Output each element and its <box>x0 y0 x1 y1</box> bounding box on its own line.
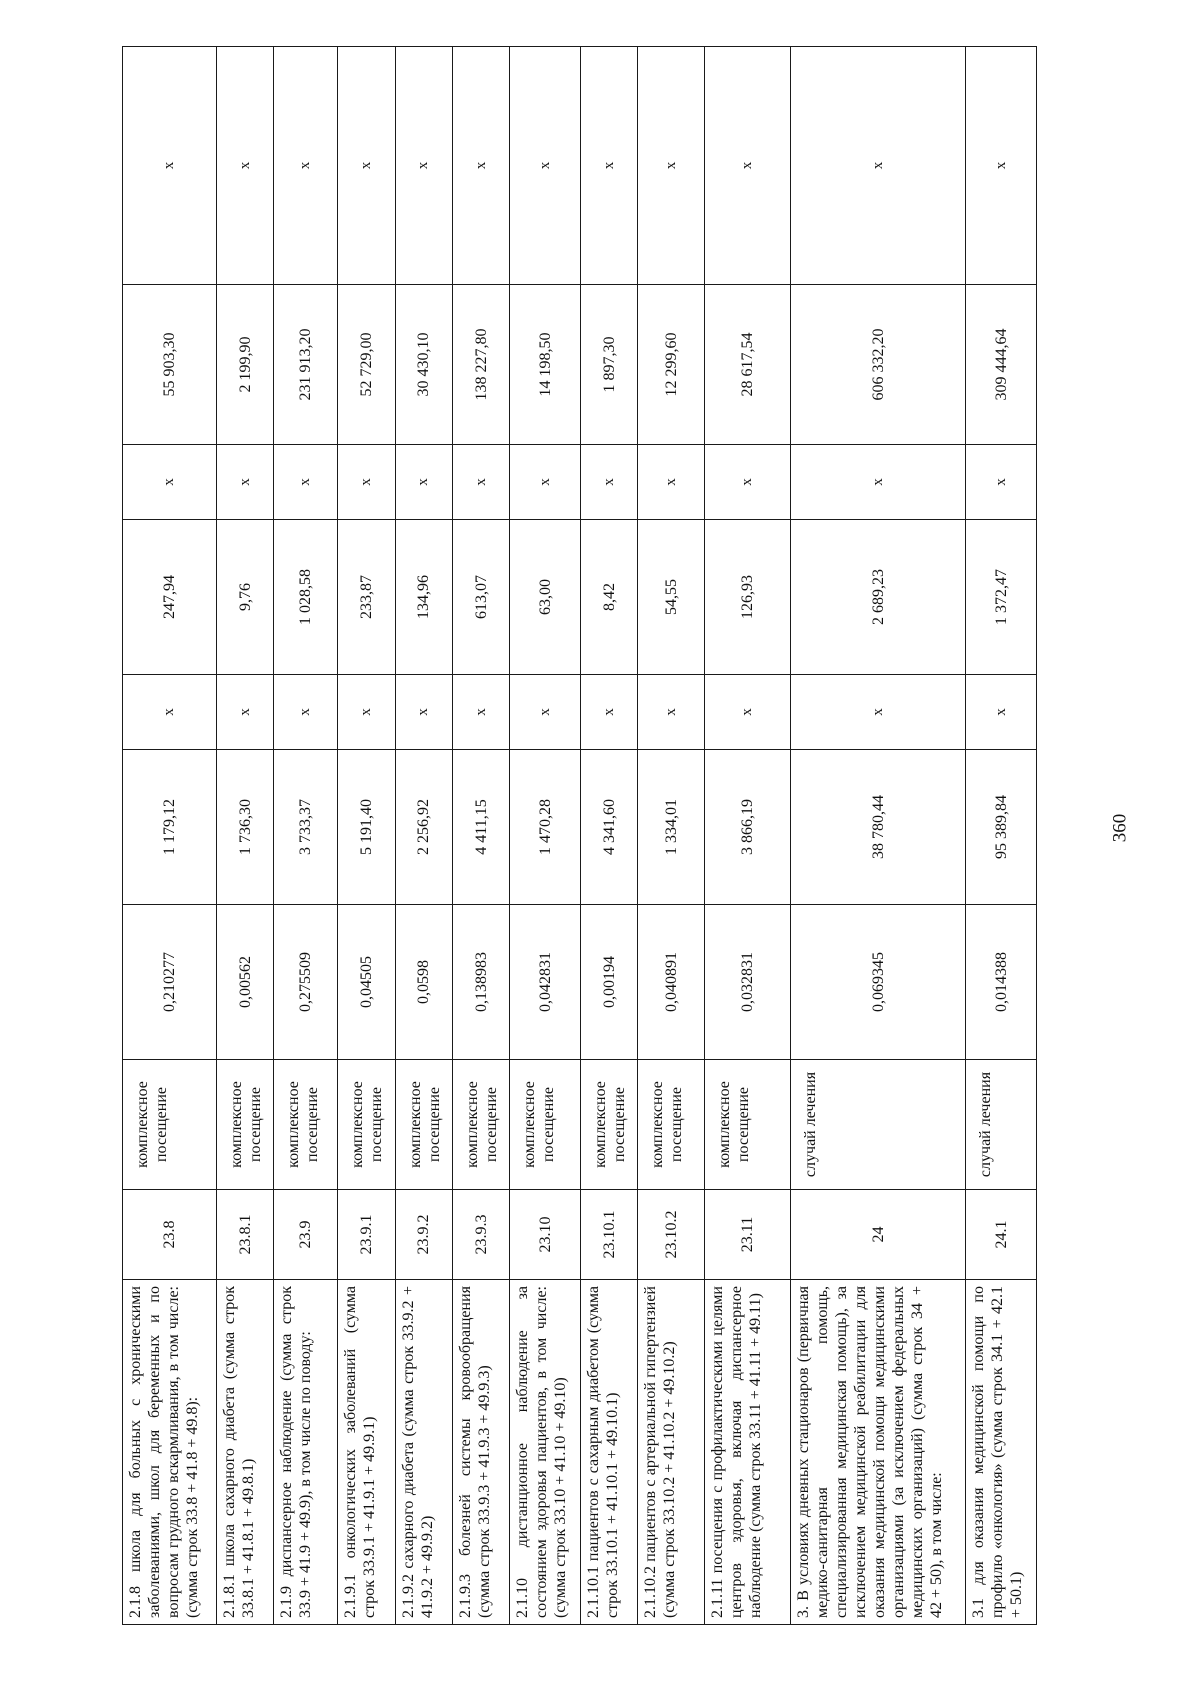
unit-cost: 4 411,15 <box>453 750 510 905</box>
row-number: 23.11 <box>704 1190 790 1280</box>
volume-norm: 0,0598 <box>395 905 452 1060</box>
cross-mark: х <box>453 47 510 285</box>
cross-mark: х <box>966 47 1037 285</box>
volume-norm: 0,00194 <box>581 905 638 1060</box>
row-description: 2.1.9 диспансерное наблюдение (сумма строк 33.9 + 41.9 + 49.9), в том числе по поводу: <box>274 1280 338 1625</box>
unit-cost: 5 191,40 <box>338 750 395 905</box>
table-row <box>453 47 510 1625</box>
cross-mark: х <box>274 47 338 285</box>
cross-mark: х <box>638 675 704 750</box>
cross-mark: х <box>274 445 338 520</box>
row-description: 2.1.11 посещения с профилактическими целями центров здоровья, включая диспансерное наблюдение (сумма строк 33.11 + 41.11 + 49.11) <box>704 1280 790 1625</box>
volume-norm: 0,275509 <box>274 905 338 1060</box>
unit-of-measure: комплексное посещение <box>704 1060 790 1190</box>
table-row <box>216 47 273 1625</box>
unit-of-measure: комплексное посещение <box>123 1060 217 1190</box>
per-capita-value: 54,55 <box>638 520 704 675</box>
cross-mark: х <box>216 47 273 285</box>
volume-norm: 0,014388 <box>966 905 1037 1060</box>
volume-norm: 0,032831 <box>704 905 790 1060</box>
row-number: 23.8.1 <box>216 1190 273 1280</box>
per-capita-value: 233,87 <box>338 520 395 675</box>
table-row <box>274 47 338 1625</box>
row-number: 24 <box>790 1190 966 1280</box>
cross-mark: х <box>790 47 966 285</box>
cross-mark: х <box>123 47 217 285</box>
total-value: 138 227,80 <box>453 285 510 445</box>
table-row <box>704 47 790 1625</box>
per-capita-value: 63,00 <box>510 520 581 675</box>
total-value: 55 903,30 <box>123 285 217 445</box>
total-value: 52 729,00 <box>338 285 395 445</box>
volume-norm: 0,040891 <box>638 905 704 1060</box>
cross-mark: х <box>216 445 273 520</box>
per-capita-value: 9,76 <box>216 520 273 675</box>
table-body <box>123 47 1037 1625</box>
unit-of-measure: комплексное посещение <box>510 1060 581 1190</box>
cross-mark: х <box>395 47 452 285</box>
unit-cost: 95 389,84 <box>966 750 1037 905</box>
unit-of-measure: комплексное посещение <box>216 1060 273 1190</box>
table-row <box>123 47 217 1625</box>
cross-mark: х <box>338 445 395 520</box>
row-description: 3. В условиях дневных стационаров (первичная медико-санитарная помощь, специализированная медицинская помощь), за исключением медицинской реабилитации для оказания медицинской помощи медицинскими организациями (за исключением федеральных медицинских организаций) (сумма строк 34 + 42 + 50), в том числе: <box>790 1280 966 1625</box>
row-number: 23.9.1 <box>338 1190 395 1280</box>
unit-cost: 3 733,37 <box>274 750 338 905</box>
per-capita-value: 247,94 <box>123 520 217 675</box>
per-capita-value: 8,42 <box>581 520 638 675</box>
unit-of-measure: случай лечения <box>966 1060 1037 1190</box>
unit-cost: 1 334,01 <box>638 750 704 905</box>
unit-cost: 2 256,92 <box>395 750 452 905</box>
unit-of-measure: комплексное посещение <box>395 1060 452 1190</box>
volume-norm: 0,138983 <box>453 905 510 1060</box>
rotated-page <box>122 47 1037 1625</box>
row-description: 2.1.9.3 болезней системы кровообращения (сумма строк 33.9.3 + 41.9.3 + 49.9.3) <box>453 1280 510 1625</box>
total-value: 1 897,30 <box>581 285 638 445</box>
unit-cost: 1 736,30 <box>216 750 273 905</box>
row-number: 23.10.1 <box>581 1190 638 1280</box>
table-row <box>338 47 395 1625</box>
cross-mark: х <box>638 47 704 285</box>
volume-norm: 0,04505 <box>338 905 395 1060</box>
total-value: 606 332,20 <box>790 285 966 445</box>
cross-mark: х <box>581 445 638 520</box>
table-row <box>638 47 704 1625</box>
row-description: 2.1.8 школа для больных с хроническими заболеваниями, школ для беременных и по вопросам грудного вскармливания, в том числе: (сумма строк 33.8 + 41.8 + 49.8): <box>123 1280 217 1625</box>
per-capita-value: 126,93 <box>704 520 790 675</box>
cross-mark: х <box>510 445 581 520</box>
per-capita-value: 613,07 <box>453 520 510 675</box>
cross-mark: х <box>216 675 273 750</box>
row-number: 24.1 <box>966 1190 1037 1280</box>
unit-cost: 38 780,44 <box>790 750 966 905</box>
cross-mark: х <box>510 47 581 285</box>
per-capita-value: 2 689,23 <box>790 520 966 675</box>
per-capita-value: 1 028,58 <box>274 520 338 675</box>
row-description: 3.1 для оказания медицинской помощи по профилю «онкология» (сумма строк 34.1 + 42.1 + 50.1) <box>966 1280 1037 1625</box>
total-value: 231 913,20 <box>274 285 338 445</box>
cross-mark: х <box>395 445 452 520</box>
total-value: 28 617,54 <box>704 285 790 445</box>
table-row <box>510 47 581 1625</box>
cross-mark: х <box>274 675 338 750</box>
per-capita-value: 134,96 <box>395 520 452 675</box>
unit-of-measure: комплексное посещение <box>453 1060 510 1190</box>
unit-cost: 3 866,19 <box>704 750 790 905</box>
row-number: 23.10.2 <box>638 1190 704 1280</box>
table-row <box>966 47 1037 1625</box>
row-number: 23.9 <box>274 1190 338 1280</box>
unit-cost: 1 470,28 <box>510 750 581 905</box>
cross-mark: х <box>510 675 581 750</box>
row-description: 2.1.10.2 пациентов с артериальной гипертензией (сумма строк 33.10.2 + 41.10.2 + 49.10.2) <box>638 1280 704 1625</box>
row-number: 23.10 <box>510 1190 581 1280</box>
per-capita-value: 1 372,47 <box>966 520 1037 675</box>
cross-mark: х <box>790 675 966 750</box>
row-number: 23.9.2 <box>395 1190 452 1280</box>
cross-mark: х <box>581 47 638 285</box>
cross-mark: х <box>395 675 452 750</box>
volume-norm: 0,042831 <box>510 905 581 1060</box>
cross-mark: х <box>338 675 395 750</box>
unit-of-measure: комплексное посещение <box>638 1060 704 1190</box>
volume-norm: 0,069345 <box>790 905 966 1060</box>
table-row <box>790 47 966 1625</box>
cross-mark: х <box>704 445 790 520</box>
cross-mark: х <box>638 445 704 520</box>
row-description: 2.1.9.2 сахарного диабета (сумма строк 33.9.2 + 41.9.2 + 49.9.2) <box>395 1280 452 1625</box>
row-description: 2.1.9.1 онкологических заболеваний (сумма строк 33.9.1 + 41.9.1 + 49.9.1) <box>338 1280 395 1625</box>
cross-mark: х <box>123 445 217 520</box>
total-value: 14 198,50 <box>510 285 581 445</box>
total-value: 309 444,64 <box>966 285 1037 445</box>
cross-mark: х <box>790 445 966 520</box>
cross-mark: х <box>966 445 1037 520</box>
row-description: 2.1.10 дистанционное наблюдение за состоянием здоровья пациентов, в том числе: (сумма строк 33.10 + 41.10 + 49.10) <box>510 1280 581 1625</box>
tariff-table <box>122 46 1037 1625</box>
row-description: 2.1.10.1 пациентов с сахарным диабетом (сумма строк 33.10.1 + 41.10.1 + 49.10.1) <box>581 1280 638 1625</box>
unit-of-measure: случай лечения <box>790 1060 966 1190</box>
total-value: 30 430,10 <box>395 285 452 445</box>
page-number-text: 360 <box>1109 813 1130 843</box>
cross-mark: х <box>581 675 638 750</box>
row-number: 23.9.3 <box>453 1190 510 1280</box>
cross-mark: х <box>704 675 790 750</box>
unit-of-measure: комплексное посещение <box>274 1060 338 1190</box>
cross-mark: х <box>338 47 395 285</box>
cross-mark: х <box>966 675 1037 750</box>
cross-mark: х <box>453 445 510 520</box>
row-number: 23.8 <box>123 1190 217 1280</box>
unit-cost: 1 179,12 <box>123 750 217 905</box>
row-description: 2.1.8.1 школа сахарного диабета (сумма строк 33.8.1 + 41.8.1 + 49.8.1) <box>216 1280 273 1625</box>
volume-norm: 0,00562 <box>216 905 273 1060</box>
unit-cost: 4 341,60 <box>581 750 638 905</box>
unit-of-measure: комплексное посещение <box>581 1060 638 1190</box>
total-value: 12 299,60 <box>638 285 704 445</box>
table-row <box>395 47 452 1625</box>
cross-mark: х <box>123 675 217 750</box>
cross-mark: х <box>453 675 510 750</box>
cross-mark: х <box>704 47 790 285</box>
unit-of-measure: комплексное посещение <box>338 1060 395 1190</box>
total-value: 2 199,90 <box>216 285 273 445</box>
page-number <box>1105 808 1135 848</box>
volume-norm: 0,210277 <box>123 905 217 1060</box>
table-row <box>581 47 638 1625</box>
